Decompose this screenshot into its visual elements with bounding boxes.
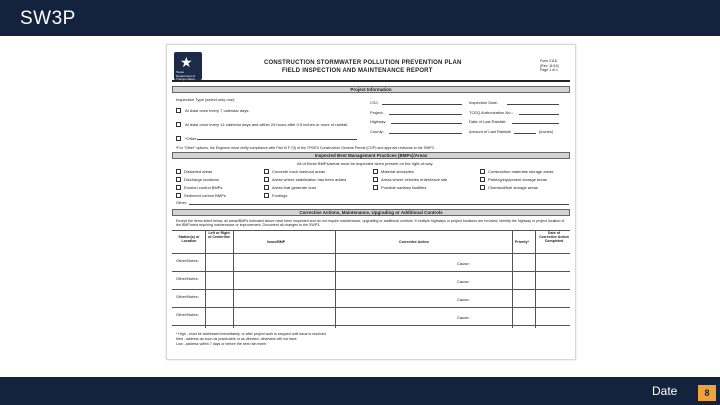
form-meta: Form 2118 (Rev. 11/16) Page 1 of 1 xyxy=(540,59,559,72)
inspection-form-image: ★ Texas Department of Transportation CONSTRUCTION STORMWATER POLLUTION PREVENTION PLAN FIELD INSPECTION AND MAINTENANCE REPORT Form 2118 (Rev. 11/16) Page 1 of 1 Project Information Inspection Type (select only one) At least once every 7 calendar days. At least once every 14 calendar days and within 24 hours after 0.5 inches or more of rainfall. *Other CSJ: Project: Highway: County: Inspection Date: TCEQ Authorization No.: Date of Last Rainfall: Amount of Last Rainfall: (inches) *For "Other" options, the Engineer must verify compliance with Part III F.7(f) of the TPDES Construction General Permit (CGP) and approve revisions to the SWP3. Inspected Best Management Practices (BMPs)/Areas All of these BMPs/areas must be inspected when present on the right-of-way Disturbed areas Discharge locations Erosion control BMPs Sediment control BMPs Concrete truck washout areas Areas where stabilization has been added Areas that generate dust Footings Material stockpiles Areas where vehicles enter/leave site Portable sanitary facilities Construction materials storage areas Parking/equipment storage areas Chemical/fuel storage areas Other: Corrective Actions, Maintenance, Upgrading or Additional Controls Except the items listed below, all areas/BMPs indicated above have been inspected and do not require maintenance, upgrading or additional controls. If multiple highways or project locations are involved, identify the highway or project location of the BMP/area requiring maintenance or improvement. Document all changes to the SWP3. Station(s) or Location Left or Right of Centerline Issue/BMP Corrective Action Priority* Date of Corrective Action Completed Other/Notes: Cause: Other/Notes: Cause: Other/Notes: Cause: Other/Notes: Cause: * High - must be addressed immediately, or after project work is stopped until issue is resolved Med - address as soon as practicable or as directed, otherwise will not have Low - address within 7 days or before the next rain event xyxy=(166,44,576,360)
txdot-logo-icon: ★ Texas Department of Transportation xyxy=(174,52,202,80)
title-bar xyxy=(0,0,720,36)
slide-title: SW3P xyxy=(20,8,76,29)
option-checkbox[interactable] xyxy=(176,122,181,127)
inspection-type-label: Inspection Type (select only one) xyxy=(176,97,235,102)
option-checkbox[interactable] xyxy=(176,136,181,141)
form-title-line1: CONSTRUCTION STORMWATER POLLUTION PREVENTION PLAN xyxy=(264,60,462,66)
other-note: *For "Other" options, the Engineer must verify compliance with Part III F.7(f) of the TPDES Construction General Permit (CGP) and approve revisions to the SWP3. xyxy=(176,146,435,150)
footer-date: Date xyxy=(652,384,678,398)
page-number-badge: 8 xyxy=(698,385,716,401)
footer-bar xyxy=(0,377,720,405)
project-info-header: Project Information xyxy=(172,86,570,93)
corrective-header: Corrective Actions, Maintenance, Upgrading or Additional Controls xyxy=(172,209,570,216)
form-header xyxy=(172,50,570,82)
bmp-header: Inspected Best Management Practices (BMPs)/Areas xyxy=(172,152,570,159)
option-checkbox[interactable] xyxy=(176,108,181,113)
form-title-line2: FIELD INSPECTION AND MAINTENANCE REPORT xyxy=(282,68,433,74)
